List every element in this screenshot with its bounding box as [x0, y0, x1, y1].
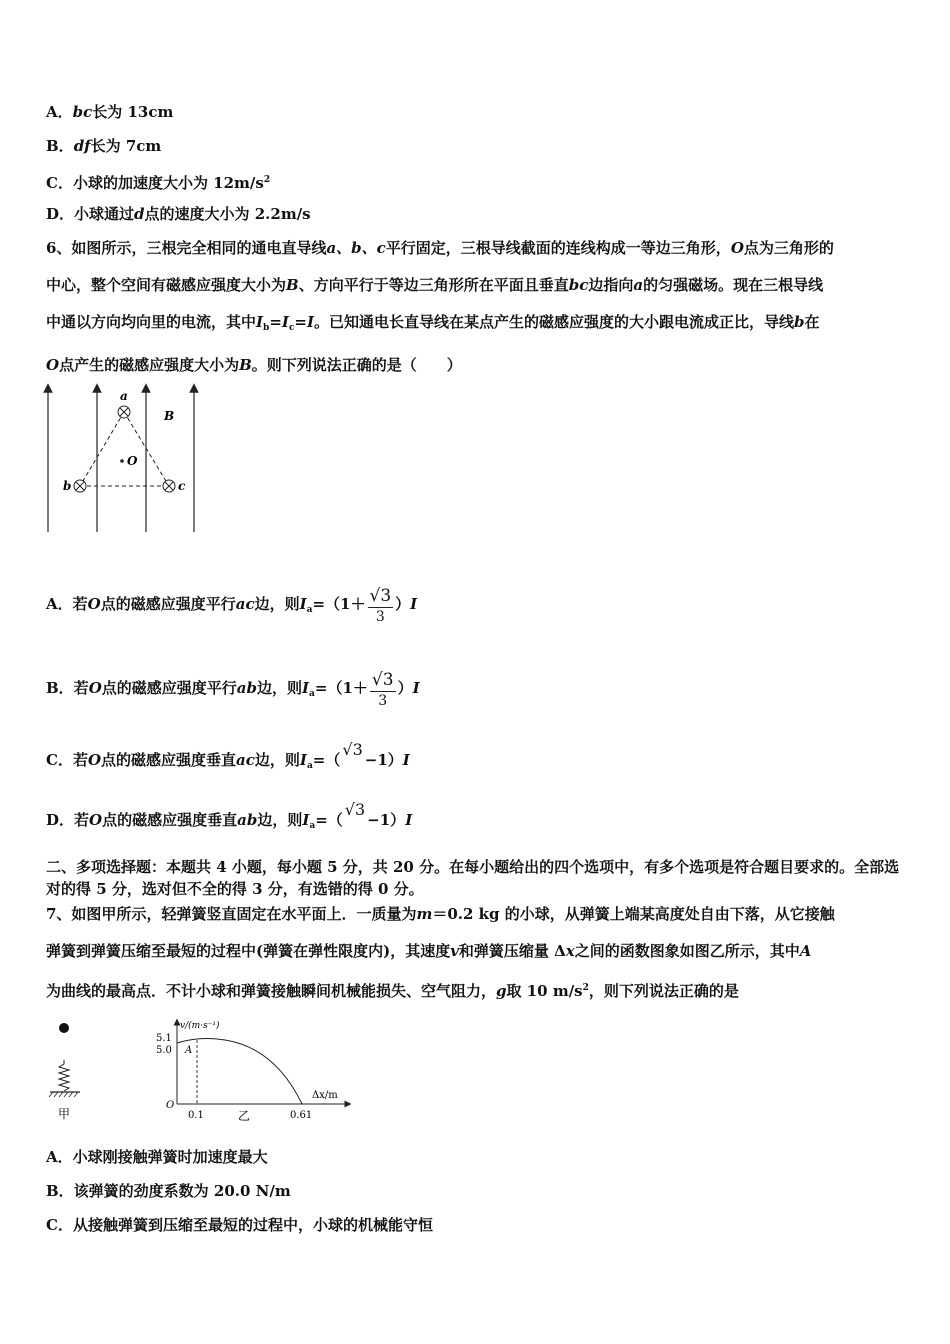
label-c: c: [178, 479, 186, 493]
tick-0-61: 0.61: [290, 1110, 313, 1121]
q6-option-b: B．若O点的磁感应强度平行ab边，则$I_a=(1+$ $\frac{√3}{3}$ ）I: [46, 669, 420, 709]
label-B: B: [164, 409, 175, 423]
wire-b-icon: [74, 480, 86, 492]
triangle-dashed: [80, 412, 169, 486]
label-a: a: [120, 389, 128, 403]
q7-option-a: A．小球刚接触弹簧时加速度最大: [46, 1148, 268, 1166]
tick-5-0: 5.0: [156, 1045, 172, 1056]
q5-option-c: C．小球的加速度大小为 $12m/s^2$: [46, 174, 271, 192]
section-2-heading: 二、多项选择题：本题共 4 小题，每小题 5 分，共 20 分。在每小题给出的四个选项中，有多个选项是符合题目要求的。全部选对的得 5 分，选对但不全的得 3 分，有选错的得 0 分。: [46, 858, 900, 898]
q6-line-3: 中通以方向均向里的电流，其中$I_b=I_c=I$。已知通电长直导线在某点产生的磁感应强度的大小跟电流成正比，导线b在: [46, 313, 820, 333]
ground-hatch: [49, 1092, 78, 1097]
sqrt-expression: √3: [344, 800, 366, 819]
q5-option-d: D．小球通过d点的速度大小为 2.2m/s: [46, 205, 311, 223]
center-dot: [120, 459, 124, 463]
q6-line-4: O点产生的磁感应强度大小为B。则下列说法正确的是（ ）: [46, 356, 462, 374]
label-A: A: [185, 1045, 193, 1056]
q7-stem: [46, 896, 906, 1010]
q6-figure: [38, 382, 208, 534]
tick-5-1: 5.1: [156, 1033, 172, 1044]
label-o: O: [127, 454, 138, 468]
fraction: $\frac{√3}{3}$: [371, 669, 394, 709]
q6-option-c: C．若O点的磁感应强度垂直ac边，则$I_a=(√3-1)I$: [46, 740, 410, 786]
q6-line-1: 6、如图所示，三根完全相同的通电直导线a、b、c平行固定，三根导线截面的连线构成一等边三角形，O点为三角形的: [46, 239, 834, 257]
label-origin: O: [166, 1100, 175, 1111]
tick-0-1: 0.1: [188, 1110, 204, 1121]
q7-line-3: 为曲线的最高点．不计小球和弹簧接触瞬间机械能损失、空气阻力，g取 10 $m/s^2$，则下列说法正确的是: [46, 982, 739, 1000]
q5-option-a: A．bc长为 13cm: [46, 103, 174, 121]
q6-option-a: A．若O点的磁感应强度平行ac边，则$I_a=(1+$ $\frac{√3}{3}$ ）I: [46, 585, 418, 625]
wire-c-icon: [163, 480, 175, 492]
q7-option-c: C．从接触弹簧到压缩至最短的过程中，小球的机械能守恒: [46, 1216, 433, 1234]
ball-icon: [59, 1023, 69, 1033]
x-axis-label: Δx/m: [312, 1090, 338, 1101]
y-axis-label: v/(m·s⁻¹): [180, 1021, 220, 1031]
velocity-curve: [177, 1039, 302, 1104]
label-yi: 乙: [238, 1109, 251, 1123]
q7-line-1: 7、如图甲所示，轻弹簧竖直固定在水平面上．一质量为m＝0.2 kg 的小球，从弹簧上端某高度处自由下落，从它接触: [46, 905, 835, 923]
q7-option-b: B．该弹簧的劲度系数为 20.0 N/m: [46, 1182, 291, 1200]
q7-line-2: 弹簧到弹簧压缩至最短的过程中(弹簧在弹性限度内)，其速度v和弹簧压缩量 Δx之间的函数图象如图乙所示，其中A: [46, 942, 812, 960]
label-b: b: [63, 479, 72, 493]
q7-figure: [40, 1016, 370, 1128]
q6-stem: [46, 230, 906, 384]
q5-option-b: B．df长为 7cm: [46, 137, 162, 155]
sqrt-expression: √3: [342, 740, 363, 759]
q6-option-d: D．若O点的磁感应强度垂直ab边，则$I_a=(√3-1)I$: [46, 800, 412, 846]
wire-a-icon: [118, 406, 130, 418]
fraction: $\frac{√3}{3}$: [369, 585, 392, 625]
q6-line-2: 中心，整个空间有磁感应强度大小为B、方向平行于等边三角形所在平面且垂直bc边指向a的匀强磁场。现在三根导线: [46, 276, 824, 294]
spring-icon: [59, 1060, 69, 1091]
label-jia: 甲: [58, 1107, 71, 1121]
